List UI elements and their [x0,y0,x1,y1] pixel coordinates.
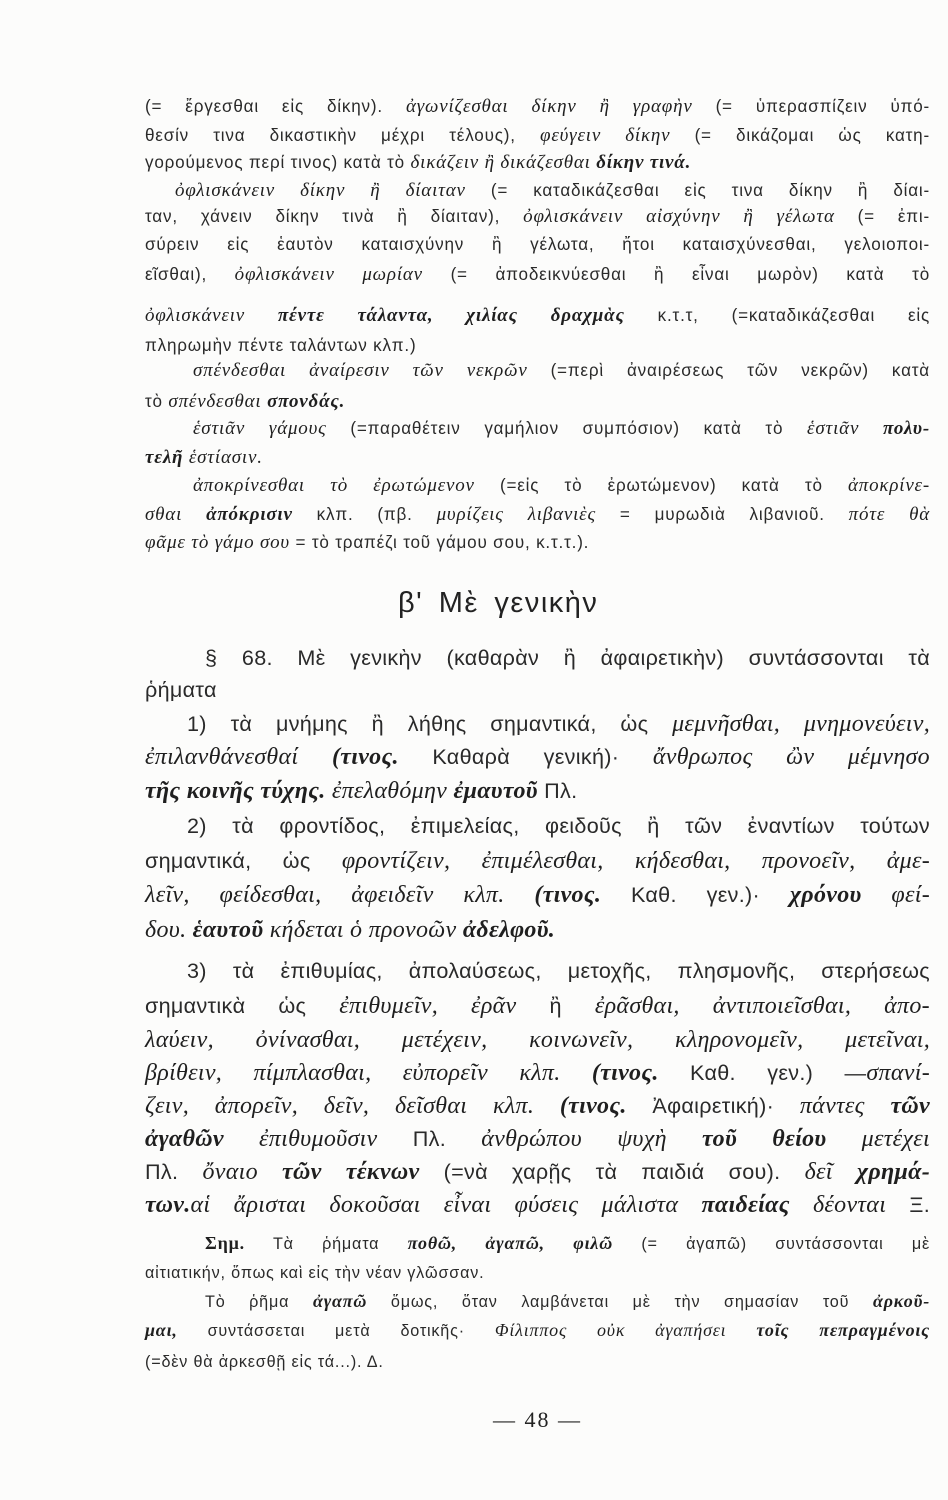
regular-text-run: Καθαρὰ γενική)· [398,744,653,769]
regular-text-run: (=παραθέτειν γαμήλιον συμπόσιον) κατὰ τὸ [326,419,808,438]
italic-text-run: ὄναιο [202,1159,283,1185]
regular-text-run: § 68. Μὲ γενικὴν (καθαρὰν ἢ ἀφαιρετικὴν) συντάσσονται τὰ [205,645,930,670]
regular-text-run: εῖσθαι), [145,265,235,284]
italic-text-run: πότε θὰ [848,504,930,525]
italic-text-run: ὀφλισκάνειν [145,305,278,326]
regular-text-run: Τὰ ῥήματα [244,1235,408,1253]
text-line [145,1090,930,1122]
bold-italic-text-run: ἀγαπῶ [312,1291,368,1311]
text-line [145,503,930,527]
italic-text-run: κήδεται ὁ προνοῶν [269,917,463,943]
text-line [145,205,930,229]
italic-text-run: ἄνθρωπος ὢν μέμνησο [652,744,930,770]
text-line [145,1260,930,1284]
italic-text-run: ἐπιθυμεῖν, ἐρᾶν [339,993,517,1019]
italic-text-run: βρίθειν, πίμπλασθαι, εὐπορεῖν κλπ. [145,1060,592,1086]
text-line [205,1231,930,1255]
italic-text-run: δου. [145,917,193,943]
bold-italic-text-run: (τινος. [591,1060,659,1086]
regular-text-run: Καθ. γεν.)· [601,882,790,907]
regular-text-run: Πλ. [377,1126,482,1151]
italic-text-run: δικάζειν ἢ δικάζεσθαι [410,152,597,173]
text-line [175,179,930,203]
bold-italic-text-run: (τινος. [331,744,399,770]
regular-text-run: θεσίν τινα δικαστικὴν μέχρι τέλους), [145,126,541,145]
regular-text-run: (=εἰς τὸ ἐρωτώμενον) κατὰ τὸ [474,476,849,495]
regular-text-run: (=δὲν θὰ ἀρκεσθῇ εἰς τά...). Δ. [145,1353,384,1371]
italic-text-run: δέονται [812,1192,887,1218]
regular-text-run: (= καταδικάζεσθαι εἰς τινα δίκην ἢ δίαι- [465,181,931,200]
italic-text-run: σπανί- [866,1060,930,1086]
regular-text-run: γορούμενος περί τινος) κατὰ τὸ [145,153,411,172]
bold-italic-text-run: ἀρκοῦ- [872,1291,930,1311]
regular-text-run: σημαντικά, ὡς [145,848,342,873]
italic-text-run: λαύειν, ὀνίνασθαι, μετέχειν, κοινωνεῖν, κληρονομεῖν, μετεῖναι, [145,1027,930,1053]
regular-text-run: 2) τὰ φροντίδος, ἐπιμελείας, φειδοῦς ἢ τῶν ἐναντίων τούτων [187,813,930,838]
regular-text-run: σύρειν εἰς ἑαυτὸν καταισχύνην ἢ γέλωτα, ἤτοι καταισχύνεσθαι, γελοιοποι- [145,235,930,254]
text-line [145,674,930,706]
italic-text-run: φεί- [891,882,931,908]
regular-text-run: κ.τ.τ, (=καταδικάζεσθαι εἰς [624,306,930,325]
italic-text-run: ἐπιθυμοῦσιν [259,1126,378,1152]
italic-text-run: ἀνθρώπου ψυχὴ [481,1126,703,1152]
text-line [145,775,930,807]
text-line [145,914,930,946]
text-line [145,1156,930,1188]
text-line [145,531,930,555]
regular-text-run: (=περὶ ἀναιρέσεως τῶν νεκρῶν) κατὰ [527,361,930,380]
text-line [193,417,930,441]
bold-italic-text-run: παιδείας [701,1192,813,1218]
italic-text-run: σθαι [145,504,207,525]
bold-italic-text-run: χρόνου [789,882,892,908]
page-number: — 48 — [493,1407,582,1432]
bold-italic-text-run: τελῆ [145,447,189,468]
regular-text-run: σημαντικὰ ὡς [145,993,340,1018]
bold-italic-text-run: τῶν τέκνων [282,1159,420,1185]
bold-italic-text-run: ἀπόκρισιν [206,504,293,525]
regular-text-run: (= ἐπι- [834,207,930,226]
text-line [187,810,930,842]
bold-italic-text-run: ποθῶ, ἀγαπῶ, φιλῶ [407,1233,614,1253]
bold-italic-text-run: μαι, [145,1320,178,1340]
text-line [205,642,930,674]
bold-italic-text-run: πέντε τάλαντα, χιλίας δραχμὰς [277,305,625,326]
italic-text-run: φεύγειν δίκην [540,125,671,146]
italic-text-run: ἑστιᾶν γάμους [193,418,327,439]
italic-text-run: φροντίζειν, ἐπιμέλεσθαι, κήδεσθαι, προνοεῖν, ἀμε- [341,848,930,874]
text-line [187,955,930,987]
regular-text-run: πληρωμὴν πέντε ταλάντων κλπ.) [145,336,417,355]
regular-text-run: (= δικάζομαι ὡς κατη- [670,126,930,145]
regular-text-run: συντάσσεται μετὰ δοτικῆς· [177,1322,495,1340]
italic-text-run: ἀποκρίνε- [848,475,930,496]
bold-italic-text-run: ἑαυτοῦ [192,917,270,943]
bold-italic-text-run: των. [145,1192,191,1218]
italic-text-run: δεῖ [804,1159,857,1185]
italic-text-run: ζειν, ἀπορεῖν, δεῖν, δεῖσθαι κλπ. [145,1093,560,1119]
italic-text-run: φᾶμε τὸ γάμο σου [145,532,290,553]
regular-text-run: κλπ. (πβ. [292,505,437,524]
text-line [187,708,930,740]
text-line [145,1349,930,1373]
regular-text-run: ῥήματα [145,677,217,702]
section-heading: β' Μὲ γενικὴν [398,587,599,619]
italic-text-run: ἑστιᾶν [807,418,883,439]
italic-text-run: ἀγωνίζεσθαι δίκην ἢ γραφὴν [405,96,693,117]
regular-text-run: (=νὰ χαρῇς τὰ παιδιά σου). [419,1159,805,1184]
text-line [145,304,930,328]
bold-italic-text-run: σπονδάς. [267,391,346,412]
bold-italic-text-run: χρημά- [856,1159,931,1185]
italic-text-run: ὀφλισκάνειν αἰσχύνην ἢ γέλωτα [523,206,835,227]
italic-text-run: ἑστίασιν. [188,447,263,468]
text-line [145,1318,930,1342]
text-line [145,446,930,470]
italic-text-run: μυρίζεις λιβανιὲς [436,504,596,525]
regular-text-run: Πλ. [537,778,578,803]
italic-text-run: λεῖν, φείδεσθαι, ἀφειδεῖν κλπ. [145,882,535,908]
italic-text-run: σπένδεσθαι [168,391,268,412]
regular-text-run: Τὸ ῥῆμα [205,1293,313,1311]
text-line [145,1123,930,1155]
text-line [145,390,930,414]
text-line [145,95,930,119]
italic-text-run: ὀφλισκάνειν δίκην ἢ δίαιταν [175,180,466,201]
text-line [193,474,930,498]
italic-text-run: ἐρᾶσθαι, ἀντιποιεῖσθαι, ἀπο- [594,993,930,1019]
italic-text-run: μετέχει [861,1126,931,1152]
bold-italic-text-run: (τινος. [559,1093,627,1119]
bold-italic-text-run: τοῦ θείου [702,1126,862,1152]
bold-italic-text-run: τῶν [890,1093,931,1119]
bold-italic-text-run: (τινος. [534,882,602,908]
italic-text-run: ἐπιλανθάνεσθαί [145,744,332,770]
regular-text-run: = τὸ τραπέζι τοῦ γάμου σου, κ.τ.τ.). [289,533,590,552]
text-line [145,334,930,358]
text-line [145,151,930,175]
bold-italic-text-run: δίκην τινά. [596,152,692,173]
bold-italic-text-run: τοῖς πεπραγμένοις [756,1320,930,1340]
regular-text-run: Ἀφαιρετική)· [626,1093,800,1118]
bold-italic-text-run: τῆς κοινῆς τύχης. [145,778,332,804]
regular-text-run: ἢ [516,993,595,1018]
text-line [145,1024,930,1056]
bold-italic-text-run: ἐμαυτοῦ [453,778,538,804]
regular-text-run: Καθ. γεν.) — [658,1060,867,1085]
text-line [145,124,930,148]
regular-text-run: (= ἔργεσθαι εἰς δίκην). [145,97,406,116]
text-line [145,845,930,877]
regular-text-run: (= ἀποδεικνύεσθαι ἢ εἶναι μωρὸν) κατὰ τὸ [422,265,931,284]
italic-text-run: αἱ ἄρισται δοκοῦσαι εἶναι φύσεις μάλιστα [190,1192,702,1218]
italic-text-run: μεμνῆσθαι, μνημονεύειν, [672,711,930,737]
regular-text-run: αἰτιατικήν, ὅπως καὶ εἰς τὴν νέαν γλῶσσαν. [145,1264,485,1282]
regular-text-run: ὅμως, ὅταν λαμβάνεται μὲ τὴν σημασίαν τοῦ [367,1293,873,1311]
regular-text-run: Πλ. [145,1159,203,1184]
regular-text-run: ταν, χάνειν δίκην τινὰ ἢ δίαιταν), [145,207,524,226]
italic-text-run: ὀφλισκάνειν μωρίαν [234,264,423,285]
italic-text-run: Φίλιππος οὐκ ἀγαπήσει [494,1320,757,1340]
regular-text-run: = μυρωδιὰ λιβανιοῦ. [595,505,849,524]
italic-text-run: ἀποκρίνεσθαι τὸ ἐρωτώμενον [193,475,475,496]
regular-text-run: τὸ [145,392,169,411]
text-line [205,1289,930,1313]
text-line [145,233,930,257]
bold-italic-text-run: ἀδελφοῦ. [462,917,556,943]
bold-italic-text-run: πολυ- [882,418,931,439]
text-line [145,263,930,287]
bold-text-run: Σημ. [205,1233,245,1253]
italic-text-run: πάντες [799,1093,891,1119]
italic-text-run: ἐπελαθόμην [331,778,454,804]
text-line [145,1189,930,1221]
text-line [145,741,930,773]
regular-text-run: 1) τὰ μνήμης ἢ λήθης σημαντικά, ὡς [187,711,673,736]
regular-text-run: 3) τὰ ἐπιθυμίας, ἀπολαύσεως, μετοχῆς, πλησμονῆς, στερήσεως [187,958,930,983]
text-line [193,359,930,383]
bold-italic-text-run: ἀγαθῶν [145,1126,260,1152]
regular-text-run: (= ὑπερασπίζειν ὑπό- [692,97,931,116]
regular-text-run: Ξ. [886,1192,930,1217]
regular-text-run: (= ἀγαπῶ) συντάσσονται μὲ [613,1235,930,1253]
text-line [145,879,930,911]
text-line [145,1057,930,1089]
italic-text-run: σπένδεσθαι ἀναίρεσιν τῶν νεκρῶν [193,360,528,381]
text-line [145,990,930,1022]
